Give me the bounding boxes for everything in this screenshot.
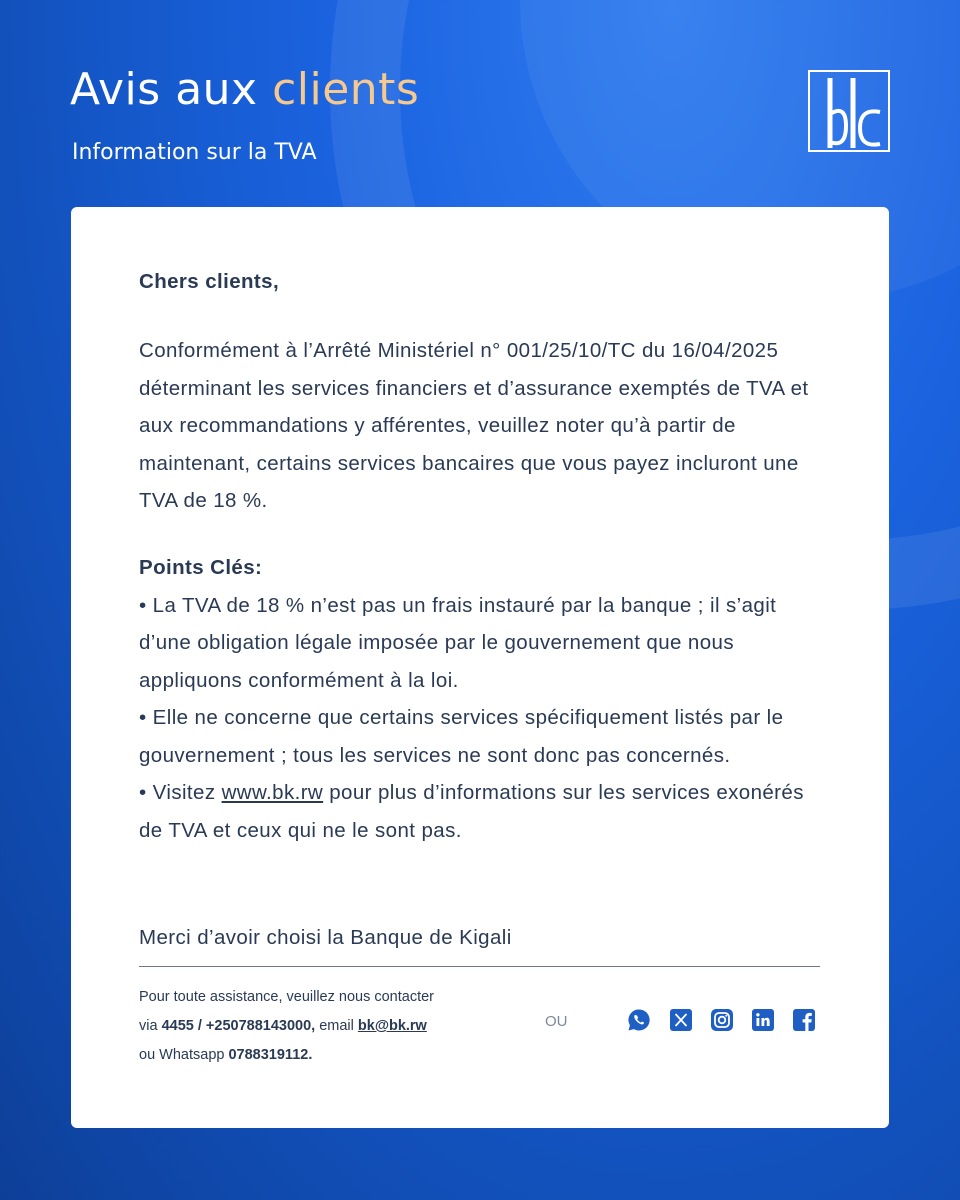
whatsapp-label: ou Whatsapp (139, 1047, 229, 1063)
instagram-icon[interactable] (710, 1008, 734, 1032)
contact-info (139, 983, 519, 1070)
key-point-2: • Elle ne concerne que certains services spécifiquement listés par le gouvernement ; tous les services ne sont donc pas concernés. (139, 706, 784, 767)
key-point-3-suffix: pour plus d’informations sur les services exonérés de TVA et ceux qui ne le sont pas. (139, 781, 804, 842)
key-points (139, 549, 829, 849)
greeting: Chers clients, (139, 270, 280, 293)
thanks-line: Merci d’avoir choisi la Banque de Kigali (139, 926, 512, 949)
or-separator: OU (545, 1013, 568, 1030)
website-link[interactable]: www.bk.rw (221, 781, 324, 804)
whatsapp-number: 0788319112. (228, 1047, 313, 1063)
page-title (70, 62, 419, 118)
phone-numbers: 4455 / +250788143000, (161, 1018, 316, 1034)
key-point-1: • La TVA de 18 % n’est pas un frais instauré par la banque ; il s’agit d’une obligation légale imposée par le gouvernement que nous appliquons conformément à la loi. (139, 593, 777, 692)
email-link[interactable]: bk@bk.rw (357, 1018, 427, 1034)
key-point-3-prefix: • Visitez (139, 781, 222, 804)
intro-paragraph: Conformément à l’Arrêté Ministériel n° 001/25/10/TC du 16/04/2025 déterminant les services financiers et d’assurance exemptés de TVA et aux recommandations y afférentes, veuillez noter qu’à partir de maintenant, certains services bancaires que vous payez incluront une TVA de 18 %. (139, 339, 809, 512)
contact-line-2 (139, 1012, 519, 1041)
divider (139, 966, 820, 967)
email-label: email (315, 1018, 358, 1034)
page-subtitle: Information sur la TVA (72, 140, 317, 165)
title-text: Avis aux (70, 64, 273, 115)
whatsapp-icon[interactable] (627, 1008, 651, 1032)
bk-logo (808, 70, 890, 152)
key-points-title: Points Clés: (139, 556, 263, 579)
notice-card (71, 207, 889, 1128)
x-icon[interactable] (669, 1008, 693, 1032)
linkedin-icon[interactable] (751, 1008, 775, 1032)
key-point-3 (139, 774, 829, 849)
title-accent: clients (272, 64, 420, 115)
via-label: via (139, 1018, 162, 1034)
contact-line-1: Pour toute assistance, veuillez nous contacter (139, 989, 434, 1005)
contact-line-3 (139, 1041, 519, 1070)
facebook-icon[interactable] (792, 1008, 816, 1032)
